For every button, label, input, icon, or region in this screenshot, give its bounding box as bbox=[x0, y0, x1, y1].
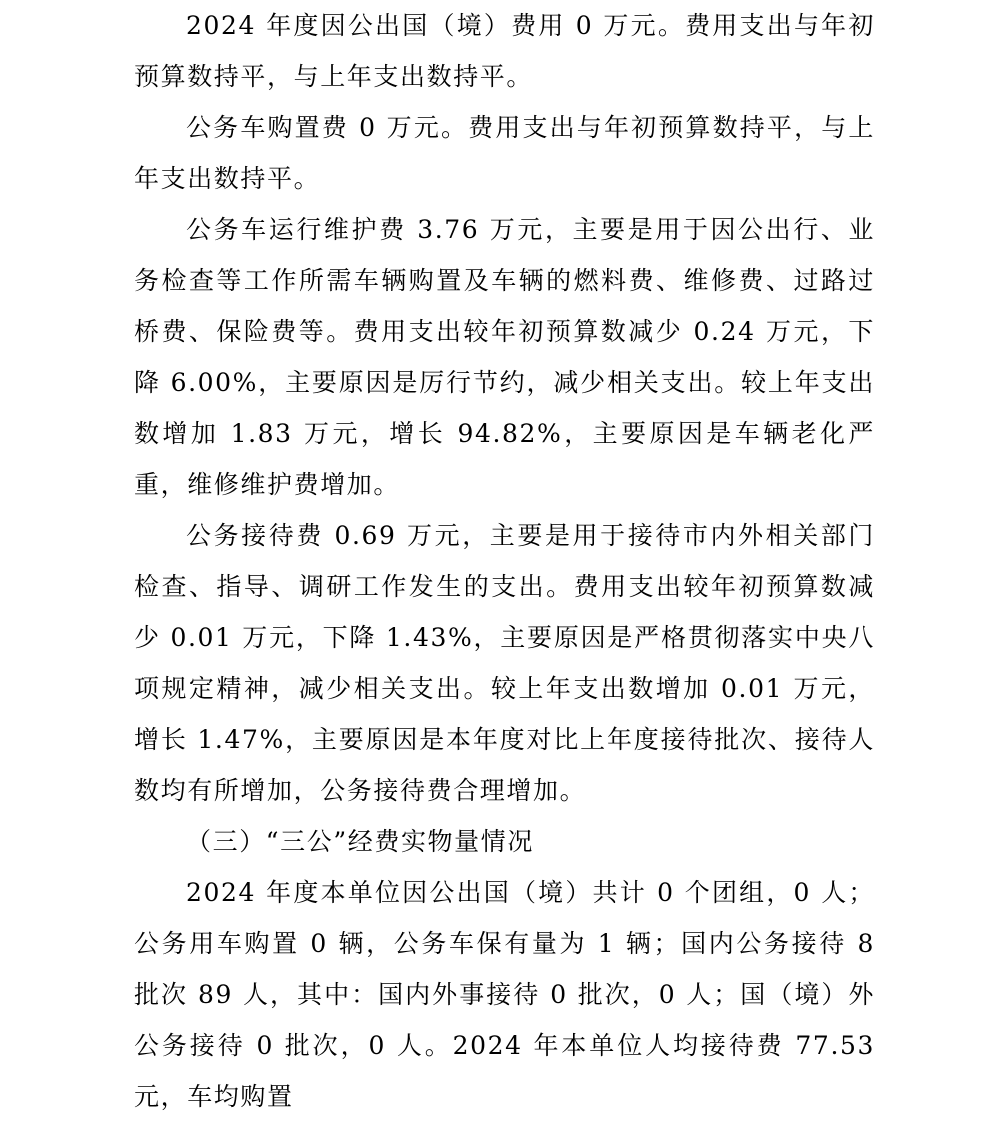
section-heading: （三）“三公”经费实物量情况 bbox=[186, 827, 534, 856]
paragraph-vehicle-purchase: 公务车购置费 0 万元。费用支出与年初预算数持平，与上年支出数持平。 bbox=[134, 113, 875, 193]
paragraph-physical-quantity: 2024 年度本单位因公出国（境）共计 0 个团组，0 人；公务用车购置 0 辆，公务车保有量为 1 辆；国内公务接待 8 批次 89 人，其中：国内外事接待 0 批次，0 人；国（境）外公务接待 0 批次，0 人。2024 年本单位人均接待费 77.53 元，车均购置 bbox=[134, 878, 875, 1111]
paragraph-official-reception: 公务接待费 0.69 万元，主要是用于接待市内外相关部门检查、指导、调研工作发生的支出。费用支出较年初预算数减少 0.01 万元，下降 1.43%，主要原因是严格贯彻落实中央八项规定精神，减少相关支出。较上年支出数增加 0.01 万元，增长 1.47%，主要原因是本年度对比上年度接待批次、接待人数均有所增加，公务接待费合理增加。 bbox=[134, 521, 875, 805]
paragraph-vehicle-maintenance: 公务车运行维护费 3.76 万元，主要是用于因公出行、业务检查等工作所需车辆购置及车辆的燃料费、维修费、过路过桥费、保险费等。费用支出较年初预算数减少 0.24 万元，下降 6.00%，主要原因是厉行节约，减少相关支出。较上年支出数增加 1.83 万元，增长 94.82%，主要原因是车辆老化严重，维修维护费增加。 bbox=[134, 215, 875, 499]
document-page bbox=[134, 0, 875, 1122]
paragraph-overseas-travel: 2024 年度因公出国（境）费用 0 万元。费用支出与年初预算数持平，与上年支出数持平。 bbox=[134, 11, 875, 91]
